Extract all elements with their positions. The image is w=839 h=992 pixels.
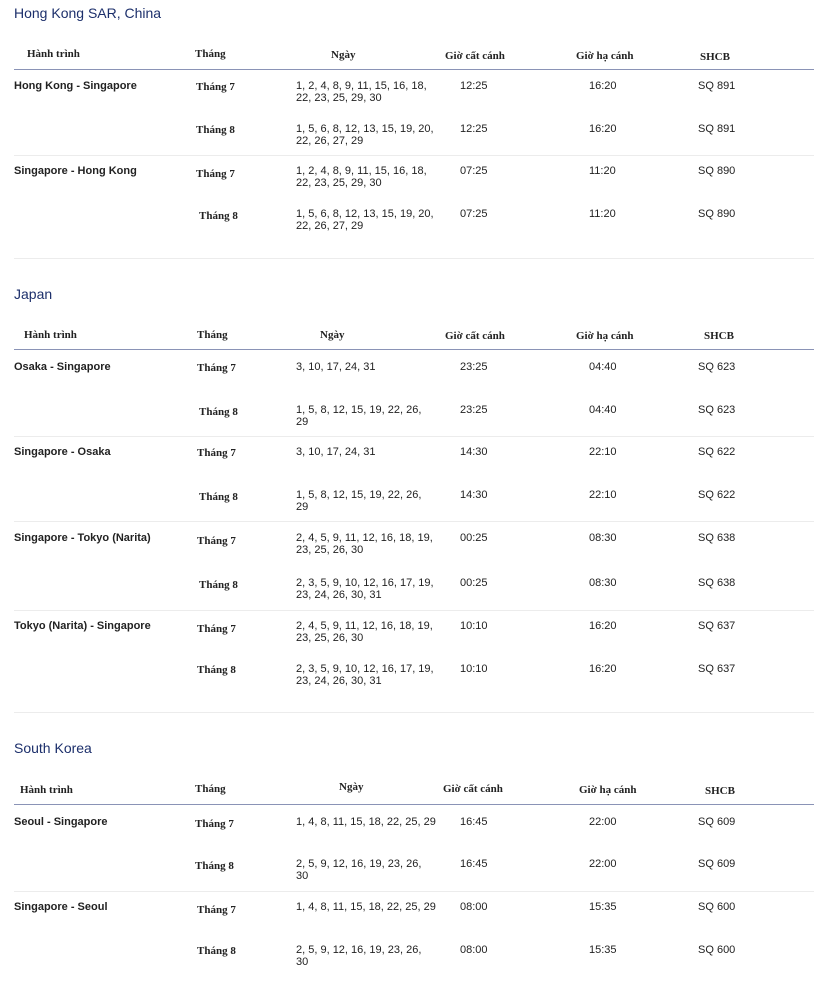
flight-number: SQ 637 <box>698 620 736 632</box>
month-label: Tháng 7 <box>197 623 236 635</box>
depart-time: 07:25 <box>460 165 488 177</box>
days-list: 2, 5, 9, 12, 16, 19, 23, 26, 30 <box>296 944 422 968</box>
header-days: Ngày <box>331 49 356 61</box>
header-route: Hành trình <box>27 48 80 60</box>
route-label: Singapore - Tokyo (Narita) <box>14 532 151 544</box>
depart-time: 08:00 <box>460 901 488 913</box>
arrive-time: 15:35 <box>589 944 617 956</box>
header-divider <box>14 349 814 350</box>
arrive-time: 15:35 <box>589 901 617 913</box>
days-list: 1, 5, 8, 12, 15, 19, 22, 26, 29 <box>296 489 422 513</box>
arrive-time: 16:20 <box>589 80 617 92</box>
flight-number: SQ 890 <box>698 208 736 220</box>
row-separator <box>14 891 814 892</box>
month-label: Tháng 8 <box>199 210 238 222</box>
flight-number: SQ 638 <box>698 532 736 544</box>
flight-number: SQ 623 <box>698 404 736 416</box>
header-days: Ngày <box>320 329 345 341</box>
header-days: Ngày <box>339 781 364 793</box>
depart-time: 12:25 <box>460 80 488 92</box>
days-list: 3, 10, 17, 24, 31 <box>296 446 376 458</box>
flight-number: SQ 600 <box>698 901 736 913</box>
route-label: Tokyo (Narita) - Singapore <box>14 620 151 632</box>
days-list: 2, 5, 9, 12, 16, 19, 23, 26, 30 <box>296 858 422 882</box>
header-arrive: Giờ hạ cánh <box>576 50 634 62</box>
month-label: Tháng 8 <box>196 124 235 136</box>
header-depart: Giờ cất cánh <box>445 50 505 62</box>
month-label: Tháng 7 <box>197 904 236 916</box>
month-label: Tháng 8 <box>197 945 236 957</box>
route-label: Seoul - Singapore <box>14 816 108 828</box>
header-month: Tháng <box>197 329 228 341</box>
arrive-time: 22:00 <box>589 858 617 870</box>
arrive-time: 16:20 <box>589 663 617 675</box>
month-label: Tháng 7 <box>196 168 235 180</box>
arrive-time: 22:00 <box>589 816 617 828</box>
days-list: 1, 5, 6, 8, 12, 13, 15, 19, 20, 22, 26, 27, 29 <box>296 208 434 232</box>
depart-time: 10:10 <box>460 620 488 632</box>
section-title-south-korea: South Korea <box>14 740 92 756</box>
flight-number: SQ 622 <box>698 446 736 458</box>
flight-number: SQ 622 <box>698 489 736 501</box>
days-list: 1, 2, 4, 8, 9, 11, 15, 16, 18, 22, 23, 25, 29, 30 <box>296 80 427 104</box>
header-divider <box>14 69 814 70</box>
arrive-time: 22:10 <box>589 489 617 501</box>
depart-time: 23:25 <box>460 361 488 373</box>
month-label: Tháng 7 <box>197 535 236 547</box>
header-flight: SHCB <box>705 785 735 797</box>
days-list: 2, 4, 5, 9, 11, 12, 16, 18, 19, 23, 25, 26, 30 <box>296 620 433 644</box>
section-separator <box>14 258 814 259</box>
days-list: 1, 2, 4, 8, 9, 11, 15, 16, 18, 22, 23, 25, 29, 30 <box>296 165 427 189</box>
section-title-japan: Japan <box>14 286 53 302</box>
month-label: Tháng 8 <box>199 579 238 591</box>
header-month: Tháng <box>195 783 226 795</box>
row-separator <box>14 610 814 611</box>
depart-time: 07:25 <box>460 208 488 220</box>
header-depart: Giờ cất cánh <box>443 783 503 795</box>
arrive-time: 16:20 <box>589 123 617 135</box>
header-depart: Giờ cất cánh <box>445 330 505 342</box>
flight-number: SQ 891 <box>698 123 736 135</box>
arrive-time: 11:20 <box>589 165 616 177</box>
month-label: Tháng 8 <box>199 491 238 503</box>
depart-time: 23:25 <box>460 404 488 416</box>
days-list: 1, 5, 6, 8, 12, 13, 15, 19, 20, 22, 26, 27, 29 <box>296 123 434 147</box>
depart-time: 14:30 <box>460 489 488 501</box>
days-list: 1, 4, 8, 11, 15, 18, 22, 25, 29 <box>296 901 436 913</box>
days-list: 2, 3, 5, 9, 10, 12, 16, 17, 19, 23, 24, 26, 30, 31 <box>296 577 434 601</box>
header-arrive: Giờ hạ cánh <box>579 784 637 796</box>
route-label: Singapore - Osaka <box>14 446 111 458</box>
section-separator <box>14 712 814 713</box>
flight-number: SQ 637 <box>698 663 736 675</box>
row-separator <box>14 521 814 522</box>
days-list: 3, 10, 17, 24, 31 <box>296 361 376 373</box>
depart-time: 12:25 <box>460 123 488 135</box>
month-label: Tháng 8 <box>195 860 234 872</box>
month-label: Tháng 7 <box>195 818 234 830</box>
arrive-time: 22:10 <box>589 446 617 458</box>
month-label: Tháng 8 <box>197 664 236 676</box>
header-month: Tháng <box>195 48 226 60</box>
days-list: 2, 4, 5, 9, 11, 12, 16, 18, 19, 23, 25, 26, 30 <box>296 532 433 556</box>
flight-number: SQ 623 <box>698 361 736 373</box>
flight-number: SQ 600 <box>698 944 736 956</box>
depart-time: 10:10 <box>460 663 488 675</box>
arrive-time: 04:40 <box>589 404 617 416</box>
route-label: Osaka - Singapore <box>14 361 111 373</box>
depart-time: 00:25 <box>460 577 488 589</box>
header-divider <box>14 804 814 805</box>
days-list: 1, 5, 8, 12, 15, 19, 22, 26, 29 <box>296 404 422 428</box>
row-separator <box>14 436 814 437</box>
arrive-time: 08:30 <box>589 532 617 544</box>
days-list: 1, 4, 8, 11, 15, 18, 22, 25, 29 <box>296 816 436 828</box>
flight-number: SQ 609 <box>698 858 736 870</box>
month-label: Tháng 7 <box>197 362 236 374</box>
header-flight: SHCB <box>704 330 734 342</box>
flight-number: SQ 890 <box>698 165 736 177</box>
header-route: Hành trình <box>20 784 73 796</box>
arrive-time: 11:20 <box>589 208 616 220</box>
flight-number: SQ 891 <box>698 80 736 92</box>
header-route: Hành trình <box>24 329 77 341</box>
arrive-time: 16:20 <box>589 620 617 632</box>
arrive-time: 04:40 <box>589 361 617 373</box>
arrive-time: 08:30 <box>589 577 617 589</box>
month-label: Tháng 8 <box>199 406 238 418</box>
month-label: Tháng 7 <box>197 447 236 459</box>
depart-time: 08:00 <box>460 944 488 956</box>
header-flight: SHCB <box>700 51 730 63</box>
flight-number: SQ 609 <box>698 816 736 828</box>
depart-time: 16:45 <box>460 816 488 828</box>
route-label: Singapore - Seoul <box>14 901 108 913</box>
flight-number: SQ 638 <box>698 577 736 589</box>
depart-time: 16:45 <box>460 858 488 870</box>
route-label: Singapore - Hong Kong <box>14 165 137 177</box>
row-separator <box>14 155 814 156</box>
days-list: 2, 3, 5, 9, 10, 12, 16, 17, 19, 23, 24, 26, 30, 31 <box>296 663 434 687</box>
route-label: Hong Kong - Singapore <box>14 80 137 92</box>
depart-time: 00:25 <box>460 532 488 544</box>
depart-time: 14:30 <box>460 446 488 458</box>
section-title-hong-kong: Hong Kong SAR, China <box>14 5 162 21</box>
header-arrive: Giờ hạ cánh <box>576 330 634 342</box>
month-label: Tháng 7 <box>196 81 235 93</box>
